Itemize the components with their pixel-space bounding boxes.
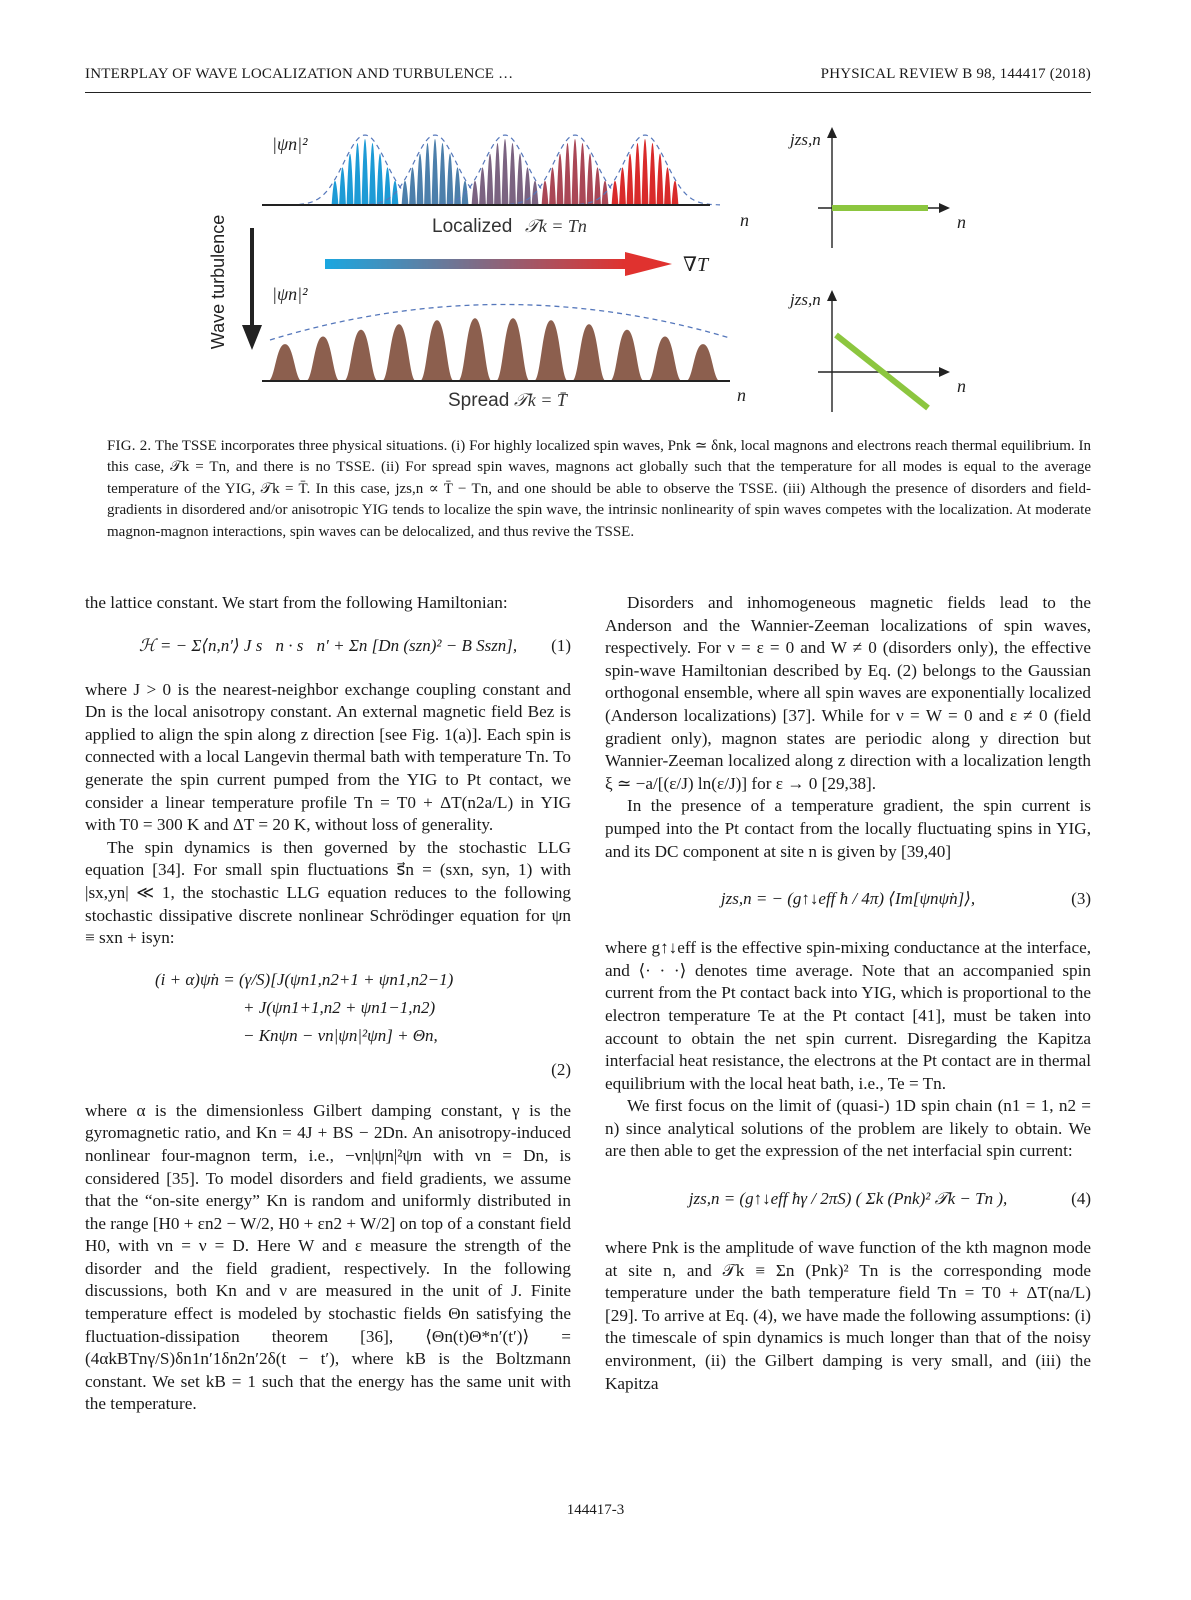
localized-equation: 𝒯k = Tn <box>525 216 587 236</box>
n-label-bottom: n <box>737 385 746 405</box>
n-label-top: n <box>740 210 749 230</box>
right-paragraph-4: We first focus on the limit of (quasi-) 1D spin chain (n1 = 1, n2 = n) since analytical solutions of the problem are likely to obtain. We are then able to get the expression of the net interfacial spin current: <box>605 1096 1091 1161</box>
left-paragraph-1: the lattice constant. We start from the following Hamiltonian: <box>85 593 508 612</box>
localized-oscillation <box>517 154 524 205</box>
equation-1-body: ℋ = − Σ⟨n,n′⟩ J s⃗n · s⃗n′ + Σn [Dn (szn)² − B Sszn], <box>138 635 518 655</box>
current-axis-y-top-arrow <box>827 127 837 138</box>
spread-hump <box>458 318 492 381</box>
right-column <box>605 592 1091 1395</box>
localized-oscillation <box>579 143 586 205</box>
page-number: 144417-3 <box>566 1502 625 1518</box>
localized-oscillation <box>657 154 664 205</box>
gradient-label: ∇T <box>683 254 709 276</box>
localized-oscillation <box>509 143 516 205</box>
figure-2 <box>200 120 1000 420</box>
gradient-arrow-head <box>625 252 672 276</box>
psi-label-bottom: |ψn|² <box>272 284 308 304</box>
spread-hump <box>306 337 340 381</box>
equation-3-number: (3) <box>1071 889 1091 909</box>
spread-wave-packets <box>268 318 720 381</box>
equation-4 <box>605 1171 1091 1227</box>
localized-oscillation <box>472 181 479 205</box>
localized-oscillation <box>557 154 564 205</box>
spread-hump <box>686 344 720 381</box>
equation-1 <box>85 623 571 669</box>
localized-oscillation <box>377 154 384 205</box>
localized-oscillation <box>362 139 369 205</box>
localized-oscillation <box>402 181 409 205</box>
localized-oscillation <box>409 167 416 205</box>
spread-hump <box>534 320 568 381</box>
localized-oscillation <box>479 167 486 205</box>
spread-label: Spread <box>448 390 510 411</box>
localized-oscillation <box>432 139 439 205</box>
equation-1-number: (1) <box>551 635 571 655</box>
gradient-arrow-bar <box>325 259 625 269</box>
caption-text: The TSSE incorporates three physical situations. (i) For highly localized spin waves, Pnk ≃ δnk, local magnons and electrons reach thermal equilibrium. In this case, 𝒯k = Tn, and there is no TSSE. (ii) For spread spin waves, magnons act globally such that the temperature for all modes is equal to the average temperature of the YIG, 𝒯k = T̄. In this case, jzs,n ∝ T̄ − Tn, and one should be able to observe the TSSE. (iii) Although the presence of disorders and field-gradients in disordered and/or anisotropic YIG tends to localize the spin wave, the intrinsic nonlinearity of spin waves competes with the localization. At moderate magnon-magnon interactions, spin waves can be delocalized, and thus revive the TSSE. <box>107 438 1091 540</box>
current-label-top: jzs,n <box>790 130 821 149</box>
equation-2-number: (2) <box>551 1059 571 1079</box>
equation-4-number: (4) <box>1071 1189 1091 1209</box>
localized-oscillation <box>587 154 594 205</box>
left-paragraph-4: where α is the dimensionless Gilbert damping constant, γ is the gyromagnetic ratio, and Kn = 4J + BS − 2Dn. An anisotropy-induced nonlinear four-magnon term, i.e., −νn|ψn|²ψn with νn = Dn, is considered [35]. To model disorders and field gradients, we assume that the “on-site energy” Kn is random and uniformly distributed in the range [H0 + εn2 − W/2, H0 + εn2 + W/2] on top of a constant field H0, with νn = ν = D. Here W and ε measure the strength of the disorder and the field gradient, respectively. In the following discussions, both Kn and ν are measured in the unit of J. Finite temperature effect is modeled by stochastic fields Θn satisfying the fluctuation-dissipation theorem [36], ⟨Θn(t)Θ*n′(t′)⟩ = (4αkBTnγ/S)δn1n′1δn2n′2δ(t − t′), where kB is the Boltzmann constant. We set kB = 1 such that the energy has the same unit with the temperature. <box>85 1100 571 1414</box>
n-label-plot-bottom: n <box>957 376 966 396</box>
right-paragraph-1: Disorders and inhomogeneous magnetic fields lead to the Anderson and the Wannier-Zeeman localizations of spin waves, respectively. For ν = ε = 0 and W ≠ 0 (disorders only), the effective spin-wave Hamiltonian described by Eq. (2) belongs to the Gaussian orthogonal ensemble, where all spin waves are exponentially localized (Anderson localizations) [37]. While for ν = W = 0 and ε ≠ 0 (field gradient only), magnon states are periodic along y direction but Wannier-Zeeman localized along z direction with a localization length ξ ≃ −a/[(ε/J) ln(ε/J)] for ε → 0 [29,38]. <box>605 593 1091 793</box>
figure-2-graphic <box>200 120 1000 420</box>
spread-hump <box>572 324 606 381</box>
spread-envelope <box>270 304 730 340</box>
spread-hump <box>610 330 644 381</box>
spread-hump <box>420 320 454 381</box>
localized-oscillation <box>339 167 346 205</box>
localized-oscillation <box>369 143 376 205</box>
localized-oscillation <box>649 143 656 205</box>
equation-2-line-2: + J(ψn1+1,n2 + ψn1−1,n2) <box>243 997 436 1017</box>
localized-oscillation <box>542 181 549 205</box>
left-paragraph-2: where J > 0 is the nearest-neighbor exchange coupling constant and Dn is the local anisotropy constant. An external magnetic field Bez is applied to align the spin along z direction [see Fig. 1(a)]. Each spin is connected with a local Langevin thermal bath with temperature Tn. To generate the spin current pumped from the YIG to Pt contact, we consider a linear temperature profile Tn = T0 + ΔT(n2a/L) in YIG with T0 = 300 K and ΔT = 20 K, without loss of generality. <box>85 679 571 835</box>
equation-2-line-1: (i + α)ψ̇n = (γ/S)[J(ψn1,n2+1 + ψn1,n2−1) <box>155 969 454 989</box>
right-paragraph-2: In the presence of a temperature gradient, the spin current is pumped into the Pt contact from the locally fluctuating spins in YIG, and its DC component at site n is given by [39,40] <box>605 796 1091 861</box>
right-paragraph-5: where Pnk is the amplitude of wave function of the kth magnon mode at site n, and 𝒯k ≡ Σn (Pnk)² Tn is the corresponding mode temperature under the bath temperature field Tn = T0 + ΔT(na/L) [29]. To arrive at Eq. (4), we have made the following assumptions: (i) the timescale of spin dynamics is much longer than that of the noisy environment, (ii) the Gilbert damping is very small, and (iii) the Kapitza <box>605 1238 1091 1393</box>
localized-oscillation <box>447 154 454 205</box>
caption-figure-number: FIG. 2. <box>107 438 152 454</box>
localized-oscillation <box>564 143 571 205</box>
n-label-plot-top: n <box>957 212 966 232</box>
localized-oscillation <box>502 139 509 205</box>
localized-oscillation <box>439 143 446 205</box>
localized-oscillation <box>332 181 339 205</box>
localized-oscillation <box>347 154 354 205</box>
spread-hump <box>268 344 302 381</box>
localized-oscillation <box>642 139 649 205</box>
turbulence-arrow-head <box>242 325 262 350</box>
spread-equation: 𝒯k = T̄ <box>514 390 567 410</box>
localized-oscillation <box>664 167 671 205</box>
localized-oscillation <box>549 167 556 205</box>
psi-label-top: |ψn|² <box>272 134 308 154</box>
left-paragraph-3: The spin dynamics is then governed by the stochastic LLG equation [34]. For small spin fluctuations s⃗n = (sxn, syn, 1) with |sx,yn| ≪ 1, the stochastic LLG equation reduces to the following stochastic dissipative discrete nonlinear Schrödinger equation for ψn ≡ sxn + isyn: <box>85 837 571 948</box>
localized-oscillation <box>424 143 431 205</box>
localized-oscillation <box>494 143 501 205</box>
current-label-bottom: jzs,n <box>790 290 821 309</box>
equation-2 <box>85 958 571 1090</box>
left-column <box>85 592 571 1416</box>
right-paragraph-3: where g↑↓eff is the effective spin-mixing conductance at the interface, and ⟨· · ·⟩ denotes time average. Note that an accompanied spin current from the Pt contact back into YIG, which is proportional to the electron temperature Te at the Pt contact [41], must be taken into account to obtain the net spin current. Disregarding the Kapitza interfacial heat resistance, the electrons at the Pt contact are in thermal equilibrium with the local heat bath, i.e., Te = Tn. <box>605 938 1091 1093</box>
equation-3-body: jzs,n = − (g↑↓eff ħ / 4π) ⟨Im[ψnψ̇n]⟩, <box>720 889 976 909</box>
localized-oscillation <box>619 167 626 205</box>
spread-hump <box>344 330 378 381</box>
running-header <box>85 66 1091 93</box>
turbulence-label: Wave turbulence <box>208 214 228 350</box>
spread-hump <box>382 324 416 381</box>
localized-oscillation <box>417 154 424 205</box>
localized-oscillation <box>612 181 619 205</box>
localized-label: Localized <box>432 216 513 237</box>
equation-4-body: jzs,n = (g↑↓eff ħγ / 2πS) ( Σk (Pnk)² 𝒯k − Tn ), <box>688 1189 1008 1209</box>
current-axis-x-top-arrow <box>939 203 950 213</box>
localized-oscillation <box>672 181 679 205</box>
equation-2-line-3: − Knψn − νn|ψn|²ψn] + Θn, <box>243 1025 438 1045</box>
localized-oscillation <box>487 154 494 205</box>
localized-wave-packets <box>290 135 720 205</box>
localized-oscillation <box>572 139 579 205</box>
current-axis-y-bottom-arrow <box>827 290 837 301</box>
localized-oscillation <box>634 143 641 205</box>
current-axis-x-bottom-arrow <box>939 367 950 377</box>
localized-oscillation <box>354 143 361 205</box>
localized-oscillation <box>627 154 634 205</box>
spread-hump <box>496 318 530 381</box>
journal-citation: PHYSICAL REVIEW B 98, 144417 (2018) <box>820 66 1091 82</box>
running-title: INTERPLAY OF WAVE LOCALIZATION AND TURBULENCE … <box>85 66 514 82</box>
equation-3 <box>605 871 1091 927</box>
spread-hump <box>648 337 682 381</box>
figure-caption <box>107 436 1091 543</box>
